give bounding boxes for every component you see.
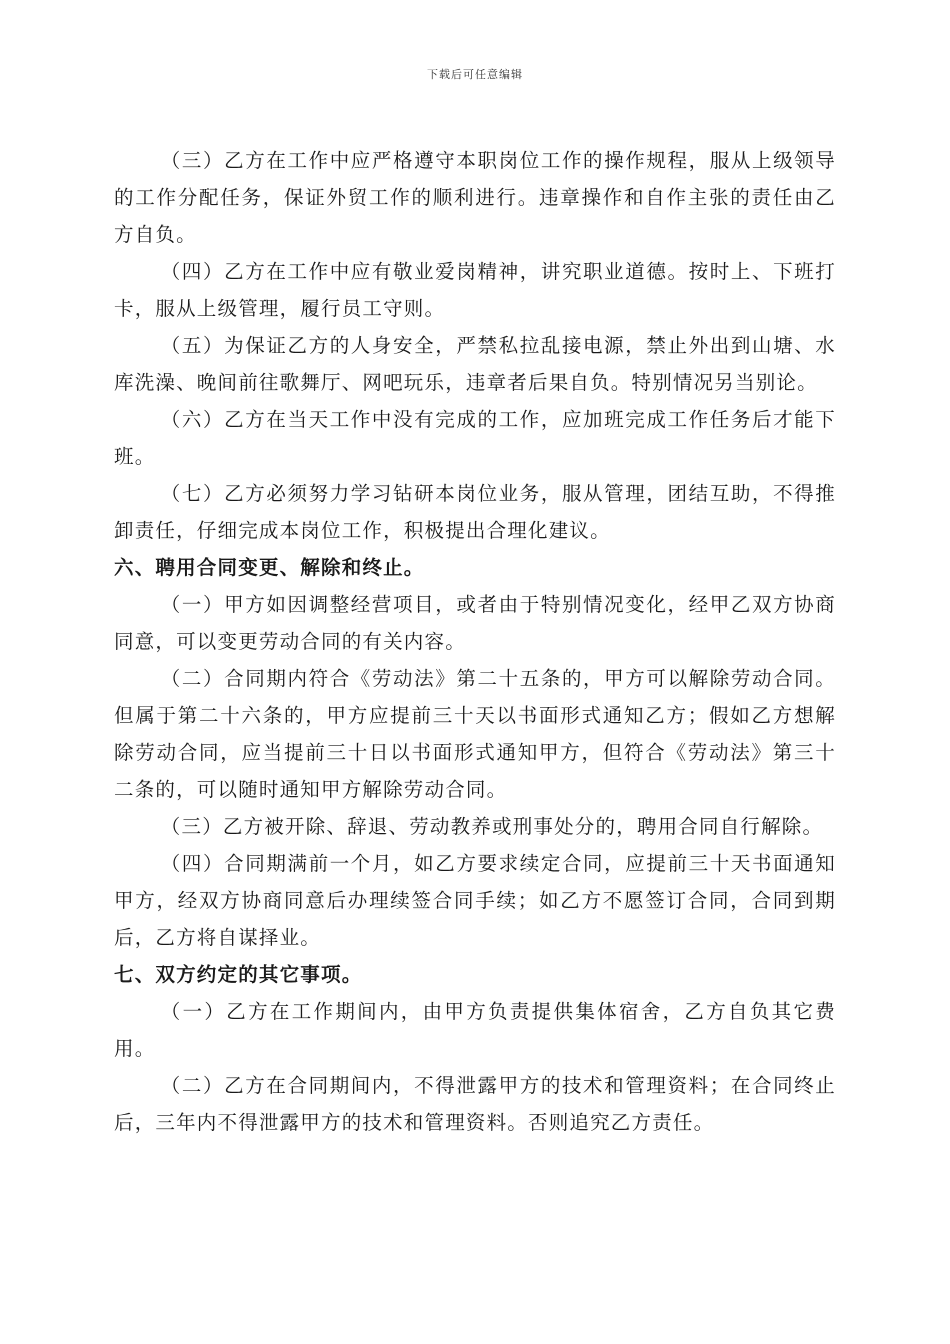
clause-7-1: （一）乙方在工作期间内，由甲方负责提供集体宿舍，乙方自负其它费用。	[114, 1000, 836, 1060]
clause-6-1: （一）甲方如因调整经营项目，或者由于特别情况变化，经甲乙双方协商同意，可以变更劳动合同的有关内容。	[114, 593, 836, 653]
clause-5-5: （五）为保证乙方的人身安全，严禁私拉乱接电源，禁止外出到山塘、水库洗澡、晚间前往歌舞厅、网吧玩乐，违章者后果自负。特别情况另当别论。	[114, 334, 836, 394]
clause-7-2: （二）乙方在合同期间内，不得泄露甲方的技术和管理资料；在合同终止后，三年内不得泄露甲方的技术和管理资料。否则追究乙方责任。	[114, 1074, 836, 1134]
clause-5-7: （七）乙方必须努力学习钻研本岗位业务，服从管理，团结互助，不得推卸责任，仔细完成本岗位工作，积极提出合理化建议。	[114, 482, 836, 542]
clause-5-6: （六）乙方在当天工作中没有完成的工作，应加班完成工作任务后才能下班。	[114, 408, 836, 468]
clause-6-4: （四）合同期满前一个月，如乙方要求续定合同，应提前三十天书面通知甲方，经双方协商同意后办理续签合同手续；如乙方不愿签订合同，合同到期后，乙方将自谋择业。	[114, 852, 836, 949]
section-heading-7: 七、双方约定的其它事项。	[114, 963, 363, 986]
section-heading-6: 六、聘用合同变更、解除和终止。	[114, 556, 425, 579]
header-note: 下载后可任意编辑	[427, 68, 523, 81]
document-body	[114, 142, 836, 1141]
clause-5-3: （三）乙方在工作中应严格遵守本职岗位工作的操作规程，服从上级领导的工作分配任务，保证外贸工作的顺利进行。违章操作和自作主张的责任由乙方自负。	[114, 149, 836, 246]
clause-6-2: （二）合同期内符合《劳动法》第二十五条的，甲方可以解除劳动合同。但属于第二十六条的，甲方应提前三十天以书面形式通知乙方；假如乙方想解除劳动合同，应当提前三十日以书面形式通知甲方，但符合《劳动法》第三十二条的，可以随时通知甲方解除劳动合同。	[114, 667, 836, 801]
clause-6-3: （三）乙方被开除、辞退、劳动教养或刑事处分的，聘用合同自行解除。	[160, 815, 824, 838]
clause-5-4: （四）乙方在工作中应有敬业爱岗精神，讲究职业道德。按时上、下班打卡，服从上级管理，履行员工守则。	[114, 260, 836, 320]
